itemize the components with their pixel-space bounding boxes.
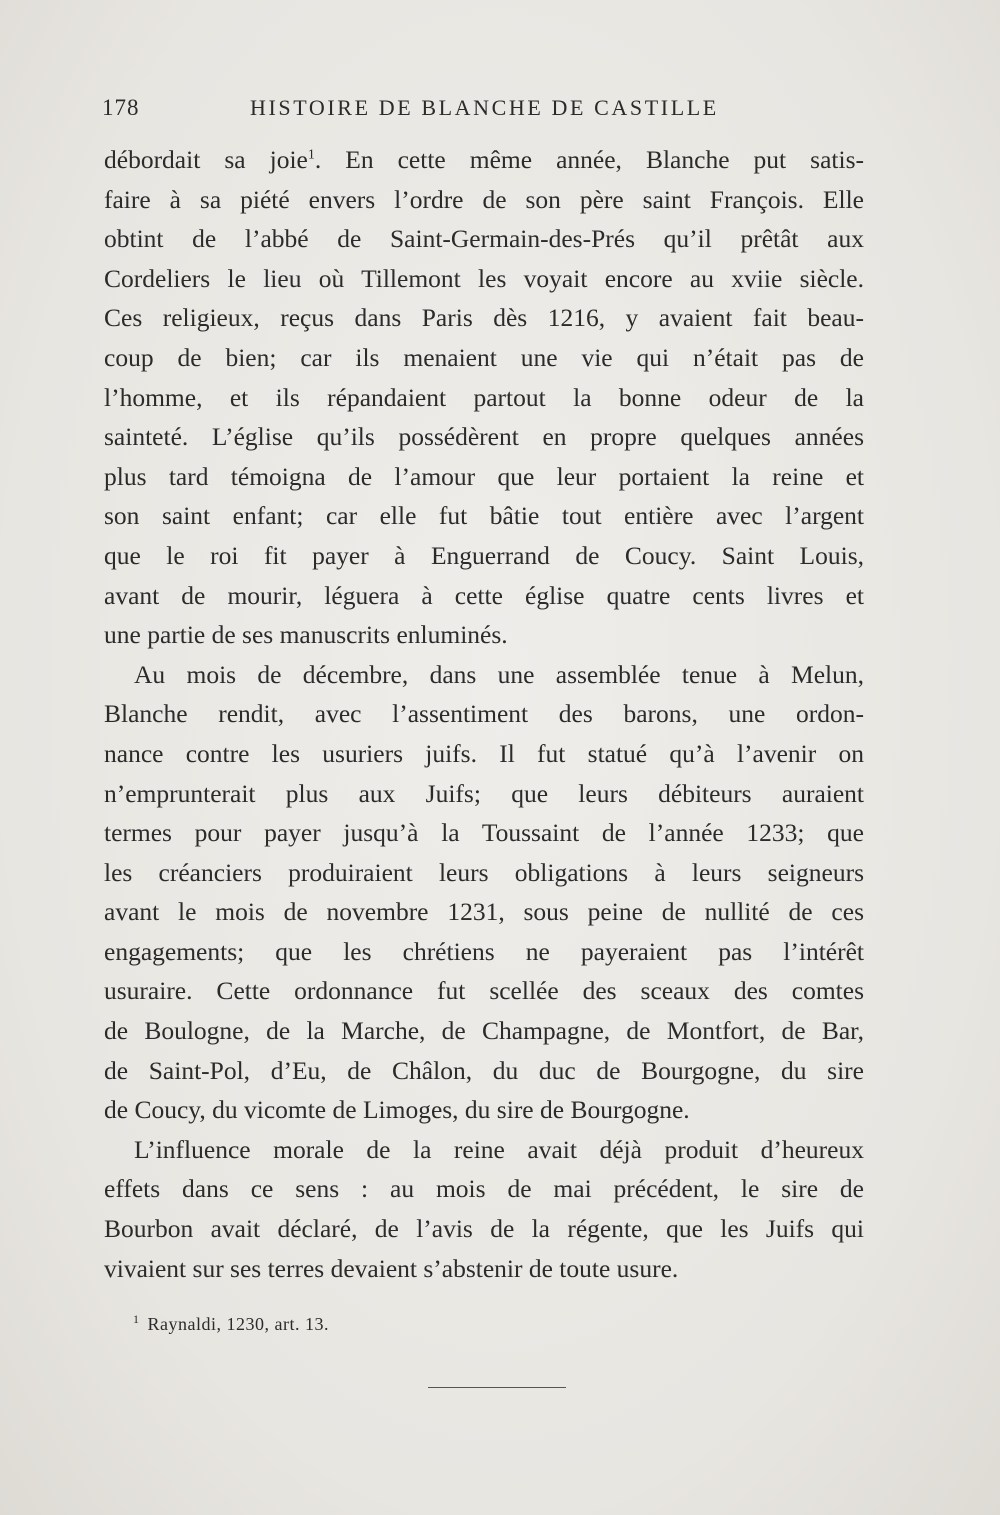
text-line: Bourbon avait déclaré, de l’avis de la régente, que les Juifs qui [104,1214,864,1244]
footnote-reference: 1 [307,147,315,163]
footnote-marker: 1 [133,1312,140,1326]
text-line: engagements; que les chrétiens ne payeraient pas l’intérêt [104,936,864,966]
page-number: 178 [102,95,140,120]
text-line: avant de mourir, léguera à cette église quatre cents livres et [104,580,864,610]
text-line: Au mois de décembre, dans une assemblée tenue à Melun, [134,659,864,689]
text-line: de Saint-Pol, d’Eu, de Châlon, du duc de Bourgogne, du sire [104,1055,864,1085]
text-line: usuraire. Cette ordonnance fut scellée des sceaux des comtes [104,976,864,1006]
text-line: coup de bien; car ils menaient une vie qui n’était pas de [104,342,864,372]
text-line: nance contre les usuriers juifs. Il fut statué qu’à l’avenir on [104,738,864,768]
text-line: vivaient sur ses terres devaient s’abstenir de toute usure. [104,1253,679,1283]
text-line: effets dans ce sens : au mois de mai précédent, le sire de [104,1174,864,1204]
text-line: Cordeliers le lieu où Tillemont les voyait encore au xviie siècle. [104,263,864,293]
text-line: de Coucy, du vicomte de Limoges, du sire de Bourgogne. [104,1095,690,1125]
text-line: avant le mois de novembre 1231, sous peine de nullité de ces [104,897,864,927]
text-line: débordait sa joie$^1$. En cette même année, Blanche put satis- [104,145,864,174]
text-line: Ces religieux, reçus dans Paris dès 1216, y avaient fait beau- [104,303,864,333]
text-line: une partie de ses manuscrits enluminés. [104,620,508,650]
text-line: termes pour payer jusqu’à la Toussaint de l’année 1233; que [104,818,864,848]
end-rule-divider [428,1387,566,1388]
text-line: de Boulogne, de la Marche, de Champagne, de Montfort, de Bar, [104,1016,864,1046]
footnote [133,1312,329,1335]
text-line: n’emprunterait plus aux Juifs; que leurs débiteurs auraient [104,778,864,808]
body-text [104,140,864,1288]
text-line: sainteté. L’église qu’ils possédèrent en propre quelques années [104,422,864,452]
book-title: HISTOIRE DE BLANCHE DE CASTILLE [250,95,719,120]
running-head [102,95,860,129]
text-line: l’homme, et ils répandaient partout la bonne odeur de la [104,382,864,412]
footnote-text: Raynaldi, 1230, art. 13. [147,1314,329,1334]
text-line: plus tard témoigna de l’amour que leur portaient la reine et [104,461,864,491]
text-line: obtint de l’abbé de Saint-Germain-des-Prés qu’il prêtât aux [104,224,864,254]
text-line: les créanciers produiraient leurs obligations à leurs seigneurs [104,857,864,887]
text-line: L’influence morale de la reine avait déjà produit d’heureux [134,1134,864,1164]
text-line: que le roi fit payer à Enguerrand de Coucy. Saint Louis, [104,540,864,570]
text-line: Blanche rendit, avec l’assentiment des barons, une ordon- [104,699,864,729]
text-line: son saint enfant; car elle fut bâtie tout entière avec l’argent [104,501,864,531]
text-line: faire à sa piété envers l’ordre de son père saint François. Elle [104,184,864,214]
